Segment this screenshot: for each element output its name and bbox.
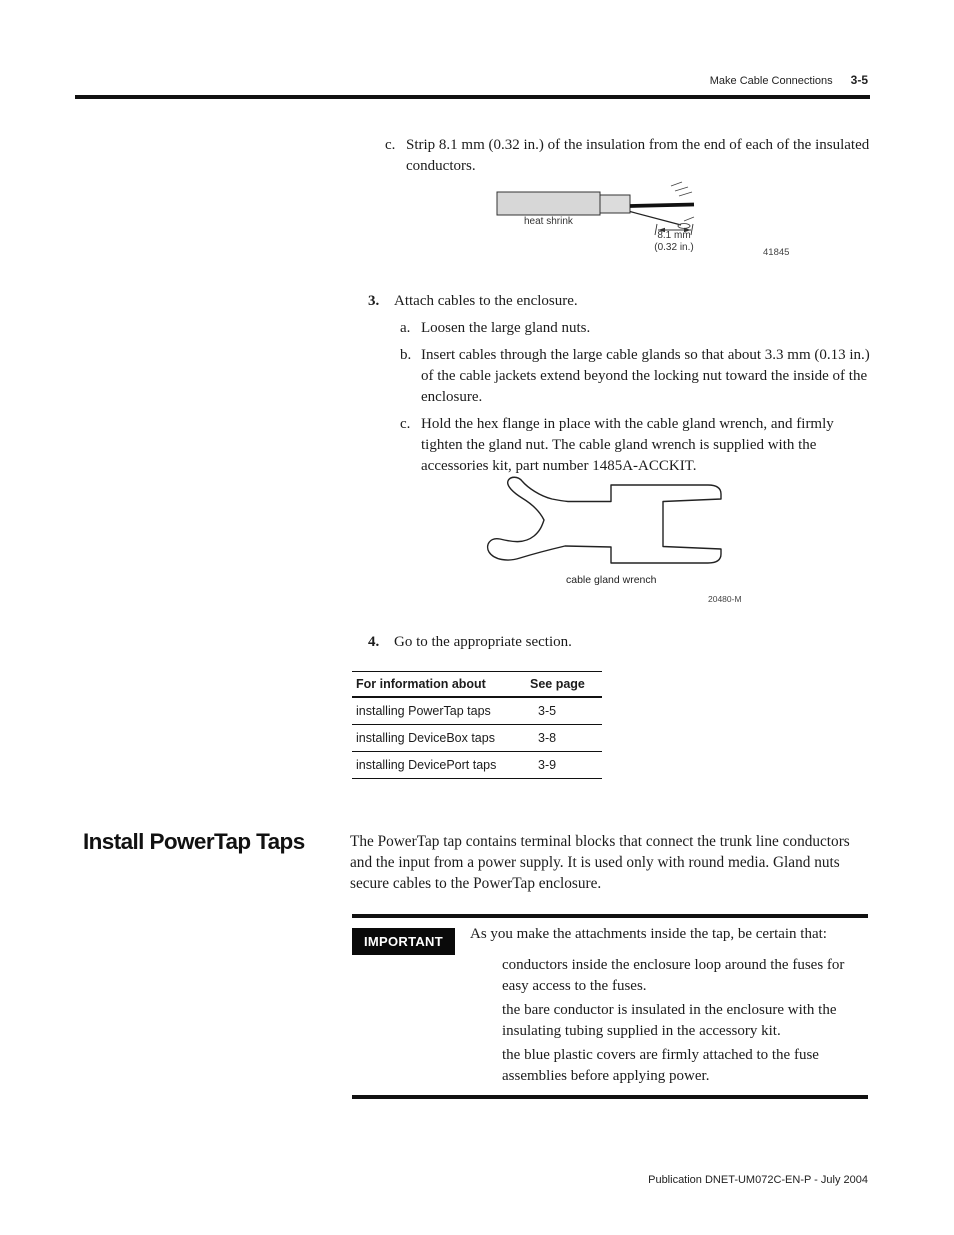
- figure-id-41845: 41845: [763, 247, 790, 258]
- important-content: [470, 924, 874, 1087]
- substep-c: [400, 414, 880, 477]
- substep-b-marker: b.: [400, 347, 412, 363]
- page-header: [710, 73, 868, 87]
- important-item: conductors inside the enclosure loop around the fuses for easy access to the fuses.: [502, 957, 845, 994]
- table-row: [352, 752, 602, 779]
- header-section-title: Make Cable Connections: [709, 75, 833, 87]
- substep-c-text: Hold the hex flange in place with the cable gland wrench, and firmly tighten the gland nut. The cable gland wrench is supplied with the accessories kit, part number 1485A-ACCKIT.: [421, 416, 834, 474]
- table-cell-topic: installing DeviceBox taps: [352, 725, 524, 752]
- figure-heat-shrink: [480, 178, 800, 270]
- step-4-text: Go to the appropriate section.: [394, 634, 572, 650]
- substep-text: Strip 8.1 mm (0.32 in.) of the insulation from the end of each of the insulated conductors.: [406, 137, 870, 174]
- step-3-marker: 3.: [368, 293, 380, 309]
- substep-b-text: Insert cables through the large cable glands so that about 3.3 mm (0.13 in.) of the cable jackets extend beyond the locking nut toward the inside of the enclosure.: [421, 347, 870, 405]
- table-cell-page: 3-8: [524, 725, 602, 752]
- table-header-row: [352, 672, 602, 698]
- figure-cable-gland-wrench: [478, 474, 770, 609]
- footer-publication: Publication DNET-UM072C-EN-P - July 2004: [648, 1174, 868, 1186]
- table-cell-topic: installing PowerTap taps: [352, 697, 524, 725]
- header-page-number: 3-5: [850, 73, 868, 87]
- table-row: [352, 697, 602, 725]
- step-3-text: Attach cables to the enclosure.: [394, 293, 578, 309]
- section-intro-paragraph: The PowerTap tap contains terminal blocks that connect the trunk line conductors and the input from a power supply. It is used only with round media. Gland nuts secure cables to the PowerTap enclosure.: [350, 833, 850, 892]
- substep-c-marker: c.: [400, 416, 411, 432]
- important-top-rule: [352, 914, 868, 918]
- table-cell-page: 3-9: [524, 752, 602, 779]
- dimension-label-in: (0.32 in.): [654, 242, 694, 253]
- wrench-drawing: [478, 474, 728, 574]
- important-lead: As you make the attachments inside the tap, be certain that:: [470, 926, 827, 942]
- substep-a: [400, 318, 880, 339]
- table-cell-page: 3-5: [524, 697, 602, 725]
- substep-a-marker: a.: [400, 320, 411, 336]
- step-3-title-row: [368, 291, 878, 312]
- wrench-caption: cable gland wrench: [566, 574, 657, 586]
- header-rule: [75, 95, 870, 99]
- table-header-page: See page: [524, 672, 602, 698]
- section-heading: Install PowerTap Taps: [83, 829, 305, 854]
- table-cell-topic: installing DevicePort taps: [352, 752, 524, 779]
- dimension-label-mm: 8.1 mm: [657, 230, 691, 241]
- important-item: the blue plastic covers are firmly attached to the fuse assemblies before applying power.: [502, 1047, 819, 1084]
- substep-marker: c.: [385, 137, 396, 153]
- heat-shrink-label: heat shrink: [524, 216, 573, 227]
- substep-strip-insulation: [385, 135, 874, 177]
- figure-id-20480: 20480-M: [708, 594, 742, 604]
- step-4-go-to-section: [368, 632, 768, 653]
- step-3-attach-cables: [368, 291, 878, 477]
- important-bottom-rule: [352, 1095, 868, 1099]
- table-row: [352, 725, 602, 752]
- important-item: the bare conductor is insulated in the enclosure with the insulating tubing supplied in the accessory kit.: [502, 1002, 837, 1039]
- important-badge: IMPORTANT: [352, 928, 455, 955]
- table-header-topic: For information about: [352, 672, 524, 698]
- substep-a-text: Loosen the large gland nuts.: [421, 320, 591, 336]
- step-4-marker: 4.: [368, 634, 380, 650]
- substep-b: [400, 345, 880, 408]
- reference-table: [352, 671, 602, 779]
